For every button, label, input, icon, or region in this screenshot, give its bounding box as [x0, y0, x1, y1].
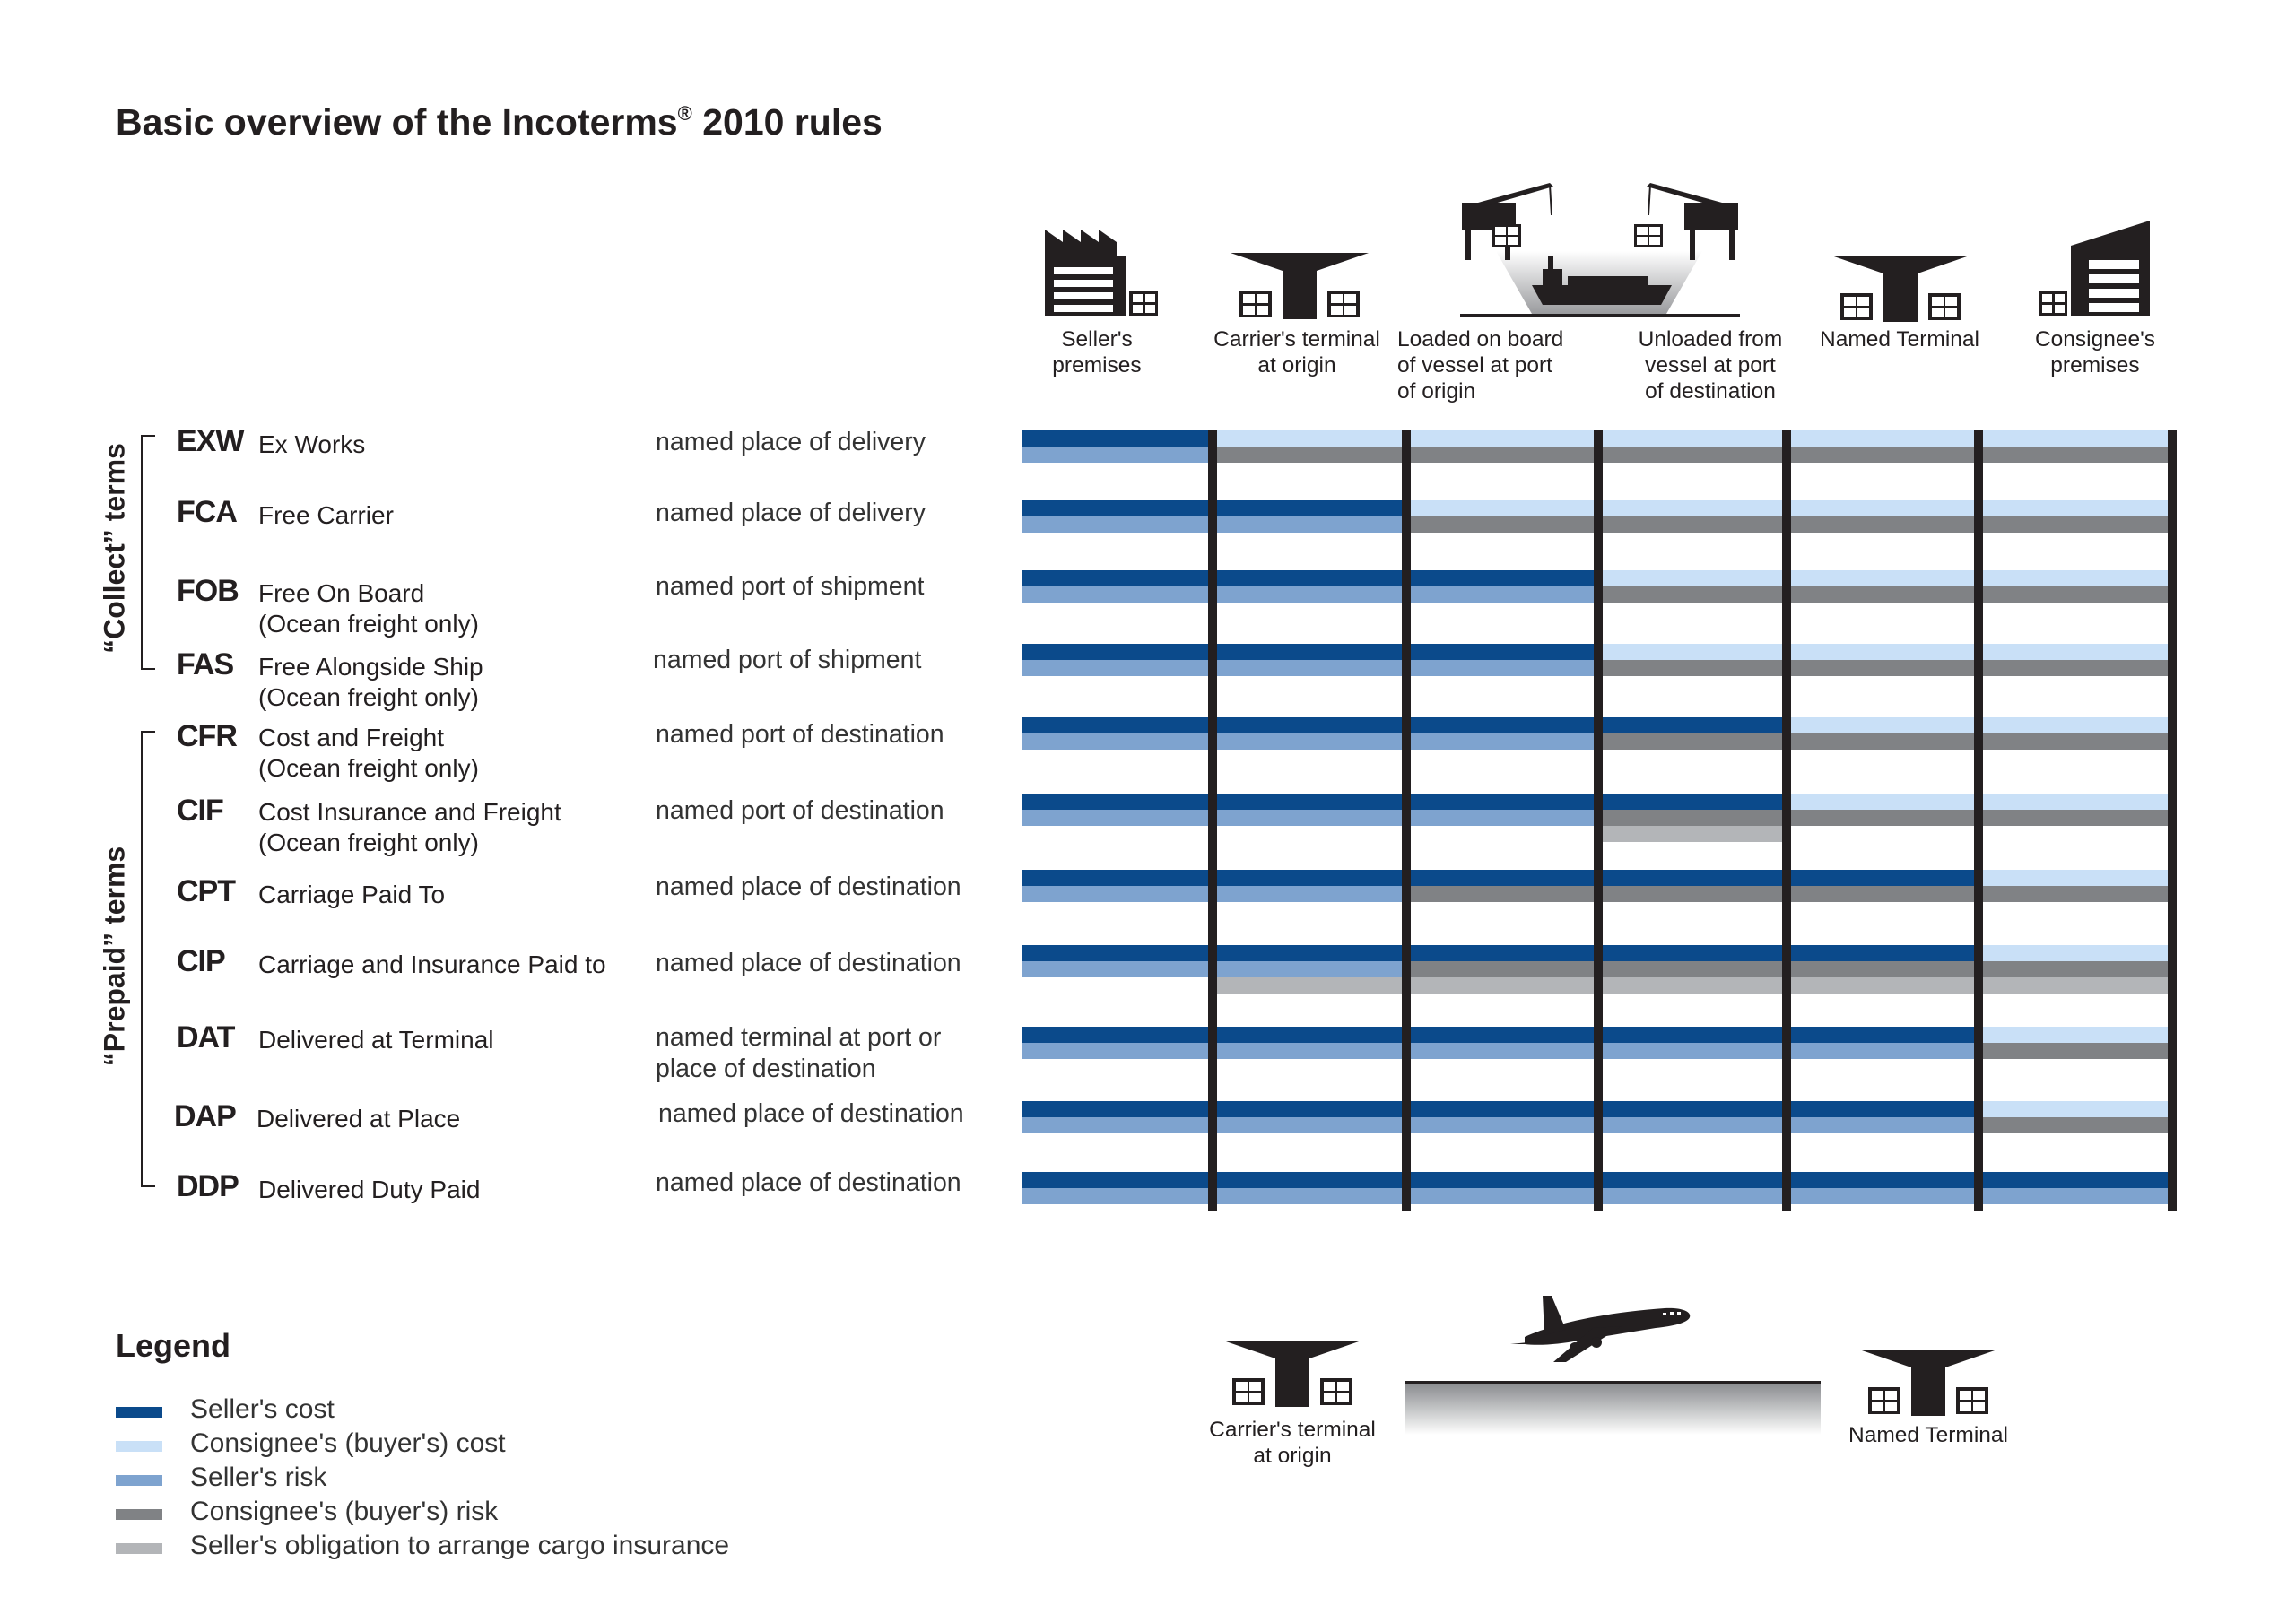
rule-place-ddp: named place of destination	[656, 1168, 961, 1197]
buyer-risk-bar-dap	[1979, 1117, 2172, 1133]
stage-label-consignees-premises: Consignee's premises	[2034, 327, 2156, 378]
buyer-cost-bar-fas	[1598, 644, 2172, 660]
buyer-cost-bar-cip	[1979, 945, 2172, 961]
seller-cost-bar-cip	[1022, 945, 1979, 961]
column-divider	[1974, 430, 1983, 1211]
rule-code-fca: FCA	[177, 495, 237, 529]
buyer-cost-bar-dap	[1979, 1101, 2172, 1117]
seller-risk-bar-cfr	[1022, 733, 1598, 750]
seller-risk-bar-dap	[1022, 1117, 1979, 1133]
rule-place-dat: named terminal at port or place of destination	[656, 1023, 942, 1083]
insurance-bar-cif	[1598, 826, 1787, 842]
seller-risk-bar-dat	[1022, 1043, 1979, 1059]
seller-risk-bar-exw	[1022, 447, 1213, 463]
page-title: Basic overview of the Incoterms® 2010 rules	[116, 101, 883, 143]
legend-label: Seller's risk	[190, 1462, 327, 1492]
seller-risk-bar-cif	[1022, 810, 1598, 826]
buyer-risk-bar-fas	[1598, 660, 2172, 676]
buyer-risk-bar-cif	[1598, 810, 2172, 826]
seller-cost-bar-cpt	[1022, 870, 1979, 886]
column-divider	[1782, 430, 1791, 1211]
stage-label-named-terminal: Named Terminal	[1820, 327, 1979, 352]
rule-place-cip: named place of destination	[656, 949, 961, 977]
rule-code-cif: CIF	[177, 794, 223, 828]
legend-title: Legend	[116, 1327, 231, 1364]
terminal-icon	[1218, 1339, 1367, 1407]
legend-label: Consignee's (buyer's) risk	[190, 1497, 499, 1526]
column-divider	[1594, 430, 1603, 1211]
rule-code-exw: EXW	[177, 424, 244, 458]
runway-icon	[1405, 1381, 1821, 1435]
legend-swatch	[116, 1543, 162, 1554]
rule-place-cif: named port of destination	[656, 796, 944, 825]
rule-name-cip: Carriage and Insurance Paid to	[258, 950, 606, 978]
rule-name-cpt: Carriage Paid To	[258, 881, 446, 908]
stage-label-unloaded-from-vessel: Unloaded from vessel at port of destination	[1638, 327, 1783, 404]
legend-label: Seller's obligation to arrange cargo insurance	[190, 1531, 730, 1560]
rule-place-fob: named port of shipment	[656, 572, 925, 601]
legend-label: Consignee's (buyer's) cost	[190, 1428, 506, 1458]
rule-place-fas: named port of shipment	[653, 646, 922, 674]
rule-name-cif: Cost Insurance and Freight (Ocean freight only)	[258, 798, 561, 856]
collect-terms-label: “Collect” terms	[98, 443, 131, 654]
terminal-icon	[1854, 1348, 2003, 1416]
seller-cost-bar-exw	[1022, 430, 1213, 447]
legend-swatch	[116, 1475, 162, 1486]
rule-code-fas: FAS	[177, 647, 234, 681]
air-origin-label: Carrier's terminal at origin	[1209, 1418, 1376, 1468]
rule-code-cfr: CFR	[177, 719, 237, 753]
buyer-risk-bar-dat	[1979, 1043, 2172, 1059]
column-divider	[1402, 430, 1411, 1211]
buyer-risk-bar-exw	[1213, 447, 2172, 463]
rule-name-fob: Free On Board (Ocean freight only)	[258, 579, 479, 638]
rule-name-exw: Ex Works	[258, 430, 366, 458]
buyer-risk-bar-cfr	[1598, 733, 2172, 750]
legend-swatch	[116, 1441, 162, 1452]
column-divider	[2168, 430, 2177, 1211]
rule-code-ddp: DDP	[177, 1169, 239, 1203]
legend-label: Seller's cost	[190, 1394, 335, 1424]
seller-cost-bar-dap	[1022, 1101, 1979, 1117]
rule-name-dap: Delivered at Place	[257, 1105, 461, 1133]
rule-name-dat: Delivered at Terminal	[258, 1026, 494, 1054]
rule-name-ddp: Delivered Duty Paid	[258, 1176, 481, 1203]
column-divider	[1208, 430, 1217, 1211]
legend-swatch	[116, 1509, 162, 1520]
rule-code-dap: DAP	[174, 1099, 236, 1133]
seller-cost-bar-fob	[1022, 570, 1598, 586]
air-destination-label: Named Terminal	[1848, 1423, 2008, 1447]
rule-code-dat: DAT	[177, 1020, 235, 1055]
buyer-cost-bar-cpt	[1979, 870, 2172, 886]
stage-label-sellers-premises: Seller's premises	[1052, 327, 1142, 378]
rule-name-fas: Free Alongside Ship (Ocean freight only)	[258, 653, 483, 711]
seller-risk-bar-fob	[1022, 586, 1598, 603]
rule-code-fob: FOB	[177, 574, 239, 608]
rule-code-cpt: CPT	[177, 874, 235, 908]
seller-risk-bar-fas	[1022, 660, 1598, 676]
rule-place-cfr: named port of destination	[656, 720, 944, 749]
seller-cost-bar-fas	[1022, 644, 1598, 660]
rule-place-dap: named place of destination	[658, 1099, 964, 1128]
legend-swatch	[116, 1407, 162, 1418]
buyer-cost-bar-exw	[1213, 430, 2172, 447]
rule-place-exw: named place of delivery	[656, 428, 926, 456]
prepaid-terms-label: “Prepaid” terms	[98, 846, 131, 1067]
rule-code-cip: CIP	[177, 944, 225, 978]
insurance-bar-cip	[1213, 977, 2172, 994]
buyer-cost-bar-fob	[1598, 570, 2172, 586]
rule-name-cfr: Cost and Freight (Ocean freight only)	[258, 724, 479, 782]
airplane-icon	[1507, 1289, 1695, 1366]
buyer-cost-bar-dat	[1979, 1027, 2172, 1043]
stage-label-carrier-terminal-origin: Carrier's terminal at origin	[1213, 327, 1380, 378]
rule-place-fca: named place of delivery	[656, 499, 926, 527]
buyer-risk-bar-fob	[1598, 586, 2172, 603]
rule-name-fca: Free Carrier	[258, 501, 394, 529]
seller-cost-bar-dat	[1022, 1027, 1979, 1043]
stage-label-loaded-on-board: Loaded on board of vessel at port of origin	[1397, 327, 1564, 404]
rule-place-cpt: named place of destination	[656, 872, 961, 901]
